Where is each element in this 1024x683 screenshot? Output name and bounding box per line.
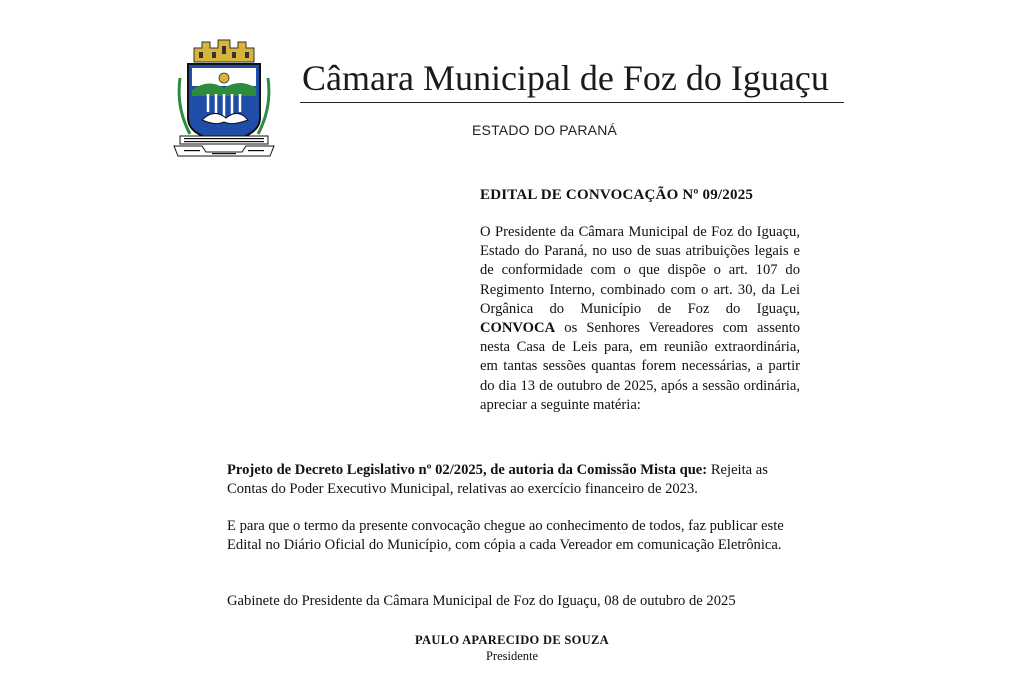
edict-heading: EDITAL DE CONVOCAÇÃO Nº 09/2025 (480, 187, 754, 203)
signatory-role: Presidente (485, 649, 539, 663)
intro-paragraph (480, 223, 800, 415)
chamber-title: Câmara Municipal de Foz do Iguaçu (302, 58, 829, 98)
intro-text-before: O Presidente da Câmara Municipal de Foz do Iguaçu, Estado do Paraná, no uso de suas atribuições legais e de conformidade com o que dispõe o art. 107 do Regimento Interno, combinado com o art. 30, da Lei Orgânica do Município de Foz do Iguaçu, (480, 224, 800, 317)
project-description: Rejeita as Contas do Poder Executivo Municipal, relativas ao exercício financeiro de 2023. (227, 462, 768, 497)
convoca-keyword: CONVOCA (480, 320, 556, 337)
closing-paragraph: Gabinete do Presidente da Câmara Municipal de Foz do Iguaçu, 08 de outubro de 2025 (227, 593, 736, 609)
municipal-coat-of-arms-icon (172, 38, 276, 160)
intro-text-after: os Senhores Vereadores com assento nesta Casa de Leis para, em reunião extraordinária, em tantas sessões quantas forem necessárias, a partir do dia 13 de outubro de 2025, após a sessão ordinária, apreciar a seguinte matéria: (480, 320, 800, 413)
header-divider (300, 102, 844, 103)
project-paragraph (227, 461, 801, 499)
state-subtitle: ESTADO DO PARANÁ (472, 122, 618, 138)
publication-paragraph: E para que o termo da presente convocação chegue ao conhecimento de todos, faz publicar este Edital no Diário Oficial do Município, com cópia a cada Vereador em comunicação Eletrônica. (227, 518, 784, 553)
project-title: Projeto de Decreto Legislativo nº 02/2025, de autoria da Comissão Mista que: (227, 462, 708, 478)
signatory-name: PAULO APARECIDO DE SOUZA (415, 633, 609, 647)
